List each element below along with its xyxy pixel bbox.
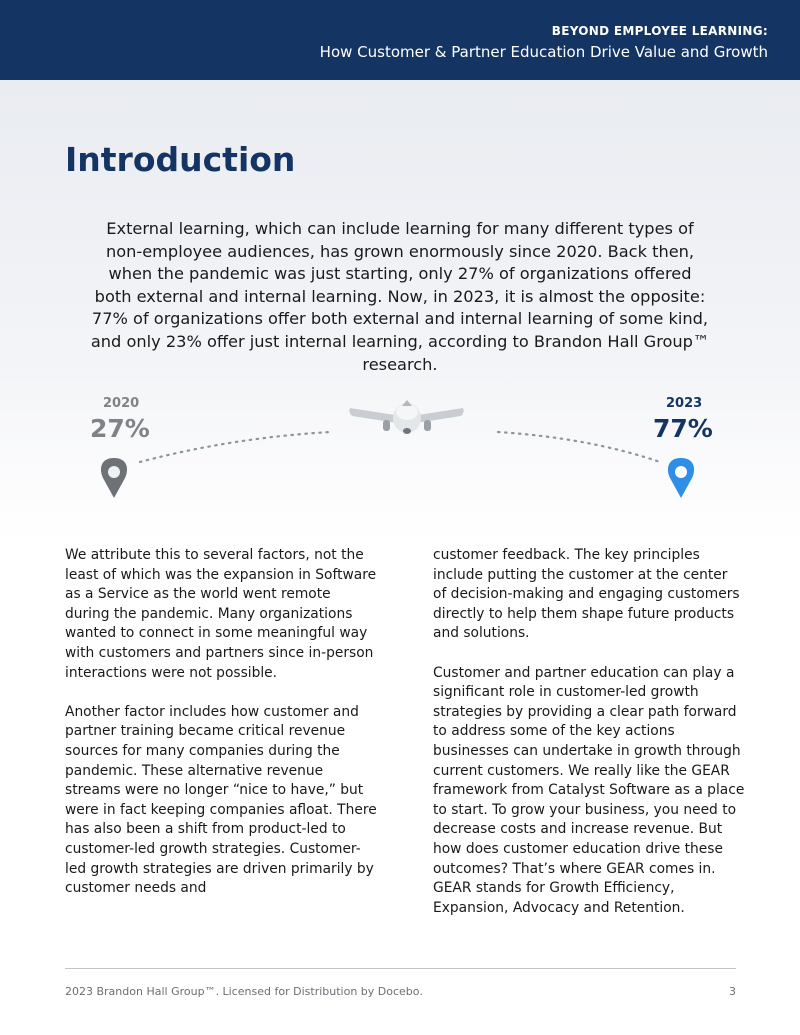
report-title: How Customer & Partner Education Drive Value and Growth xyxy=(319,43,768,61)
airplane-icon xyxy=(349,400,463,434)
footer-divider xyxy=(65,968,736,969)
body-column-left xyxy=(65,546,377,918)
report-header xyxy=(0,0,800,80)
body-column-right xyxy=(433,546,745,938)
end-percentage: 77% xyxy=(653,414,713,443)
dotted-path-right xyxy=(498,432,660,462)
start-year-label: 2020 xyxy=(103,396,140,411)
body-paragraph: Another factor includes how customer and partner training became critical revenue sources for many companies during the pandemic. These alternative revenue streams were no longer “nice to have,” but were in fact keeping companies afloat. There has also been a shift from product-led to customer-led growth strategies. Customer-led growth strategies are driven primarily by customer needs and xyxy=(65,703,377,897)
end-year-label: 2023 xyxy=(666,396,703,411)
map-pin-gray-icon xyxy=(101,458,127,498)
growth-illustration xyxy=(0,390,800,510)
body-paragraph: Customer and partner education can play a significant role in customer-led growth strategies by providing a clear path forward to address some of the key actions businesses can undertake in growth through current customers. We really like the GEAR framework from Catalyst Software as a place to start. To grow your business, you need to decrease costs and increase revenue. But how does customer education drive these outcomes? That’s where GEAR comes in. GEAR stands for Growth Efficiency, Expansion, Advocacy and Retention. xyxy=(433,664,745,916)
map-pin-blue-icon xyxy=(668,458,694,498)
page-title: Introduction xyxy=(65,140,296,179)
dotted-path-left xyxy=(140,432,330,462)
footer-copyright: 2023 Brandon Hall Group™. Licensed for Distribution by Docebo. xyxy=(65,985,423,998)
intro-paragraph: External learning, which can include learning for many different types of non-employee audiences, has grown enormously since 2020. Back then, when the pandemic was just starting, only 27% of organizations offered both external and internal learning. Now, in 2023, it is almost the opposite: 77% of organizations offer both external and internal learning of some kind, and only 23% offer just internal learning, according to Brandon Hall Group™ research. xyxy=(90,219,710,374)
start-percentage: 27% xyxy=(90,414,150,443)
body-paragraph: customer feedback. The key principles include putting the customer at the center of decision-making and engaging customers directly to help them shape future products and solutions. xyxy=(433,547,740,642)
report-kicker: BEYOND EMPLOYEE LEARNING: xyxy=(551,24,768,38)
page-number: 3 xyxy=(729,985,736,998)
body-paragraph: We attribute this to several factors, not the least of which was the expansion in Software as a Service as the world went remote during the pandemic. Many organizations wanted to connect in some meaningful way with customers and partners since in-person interactions were not possible. xyxy=(65,547,377,681)
